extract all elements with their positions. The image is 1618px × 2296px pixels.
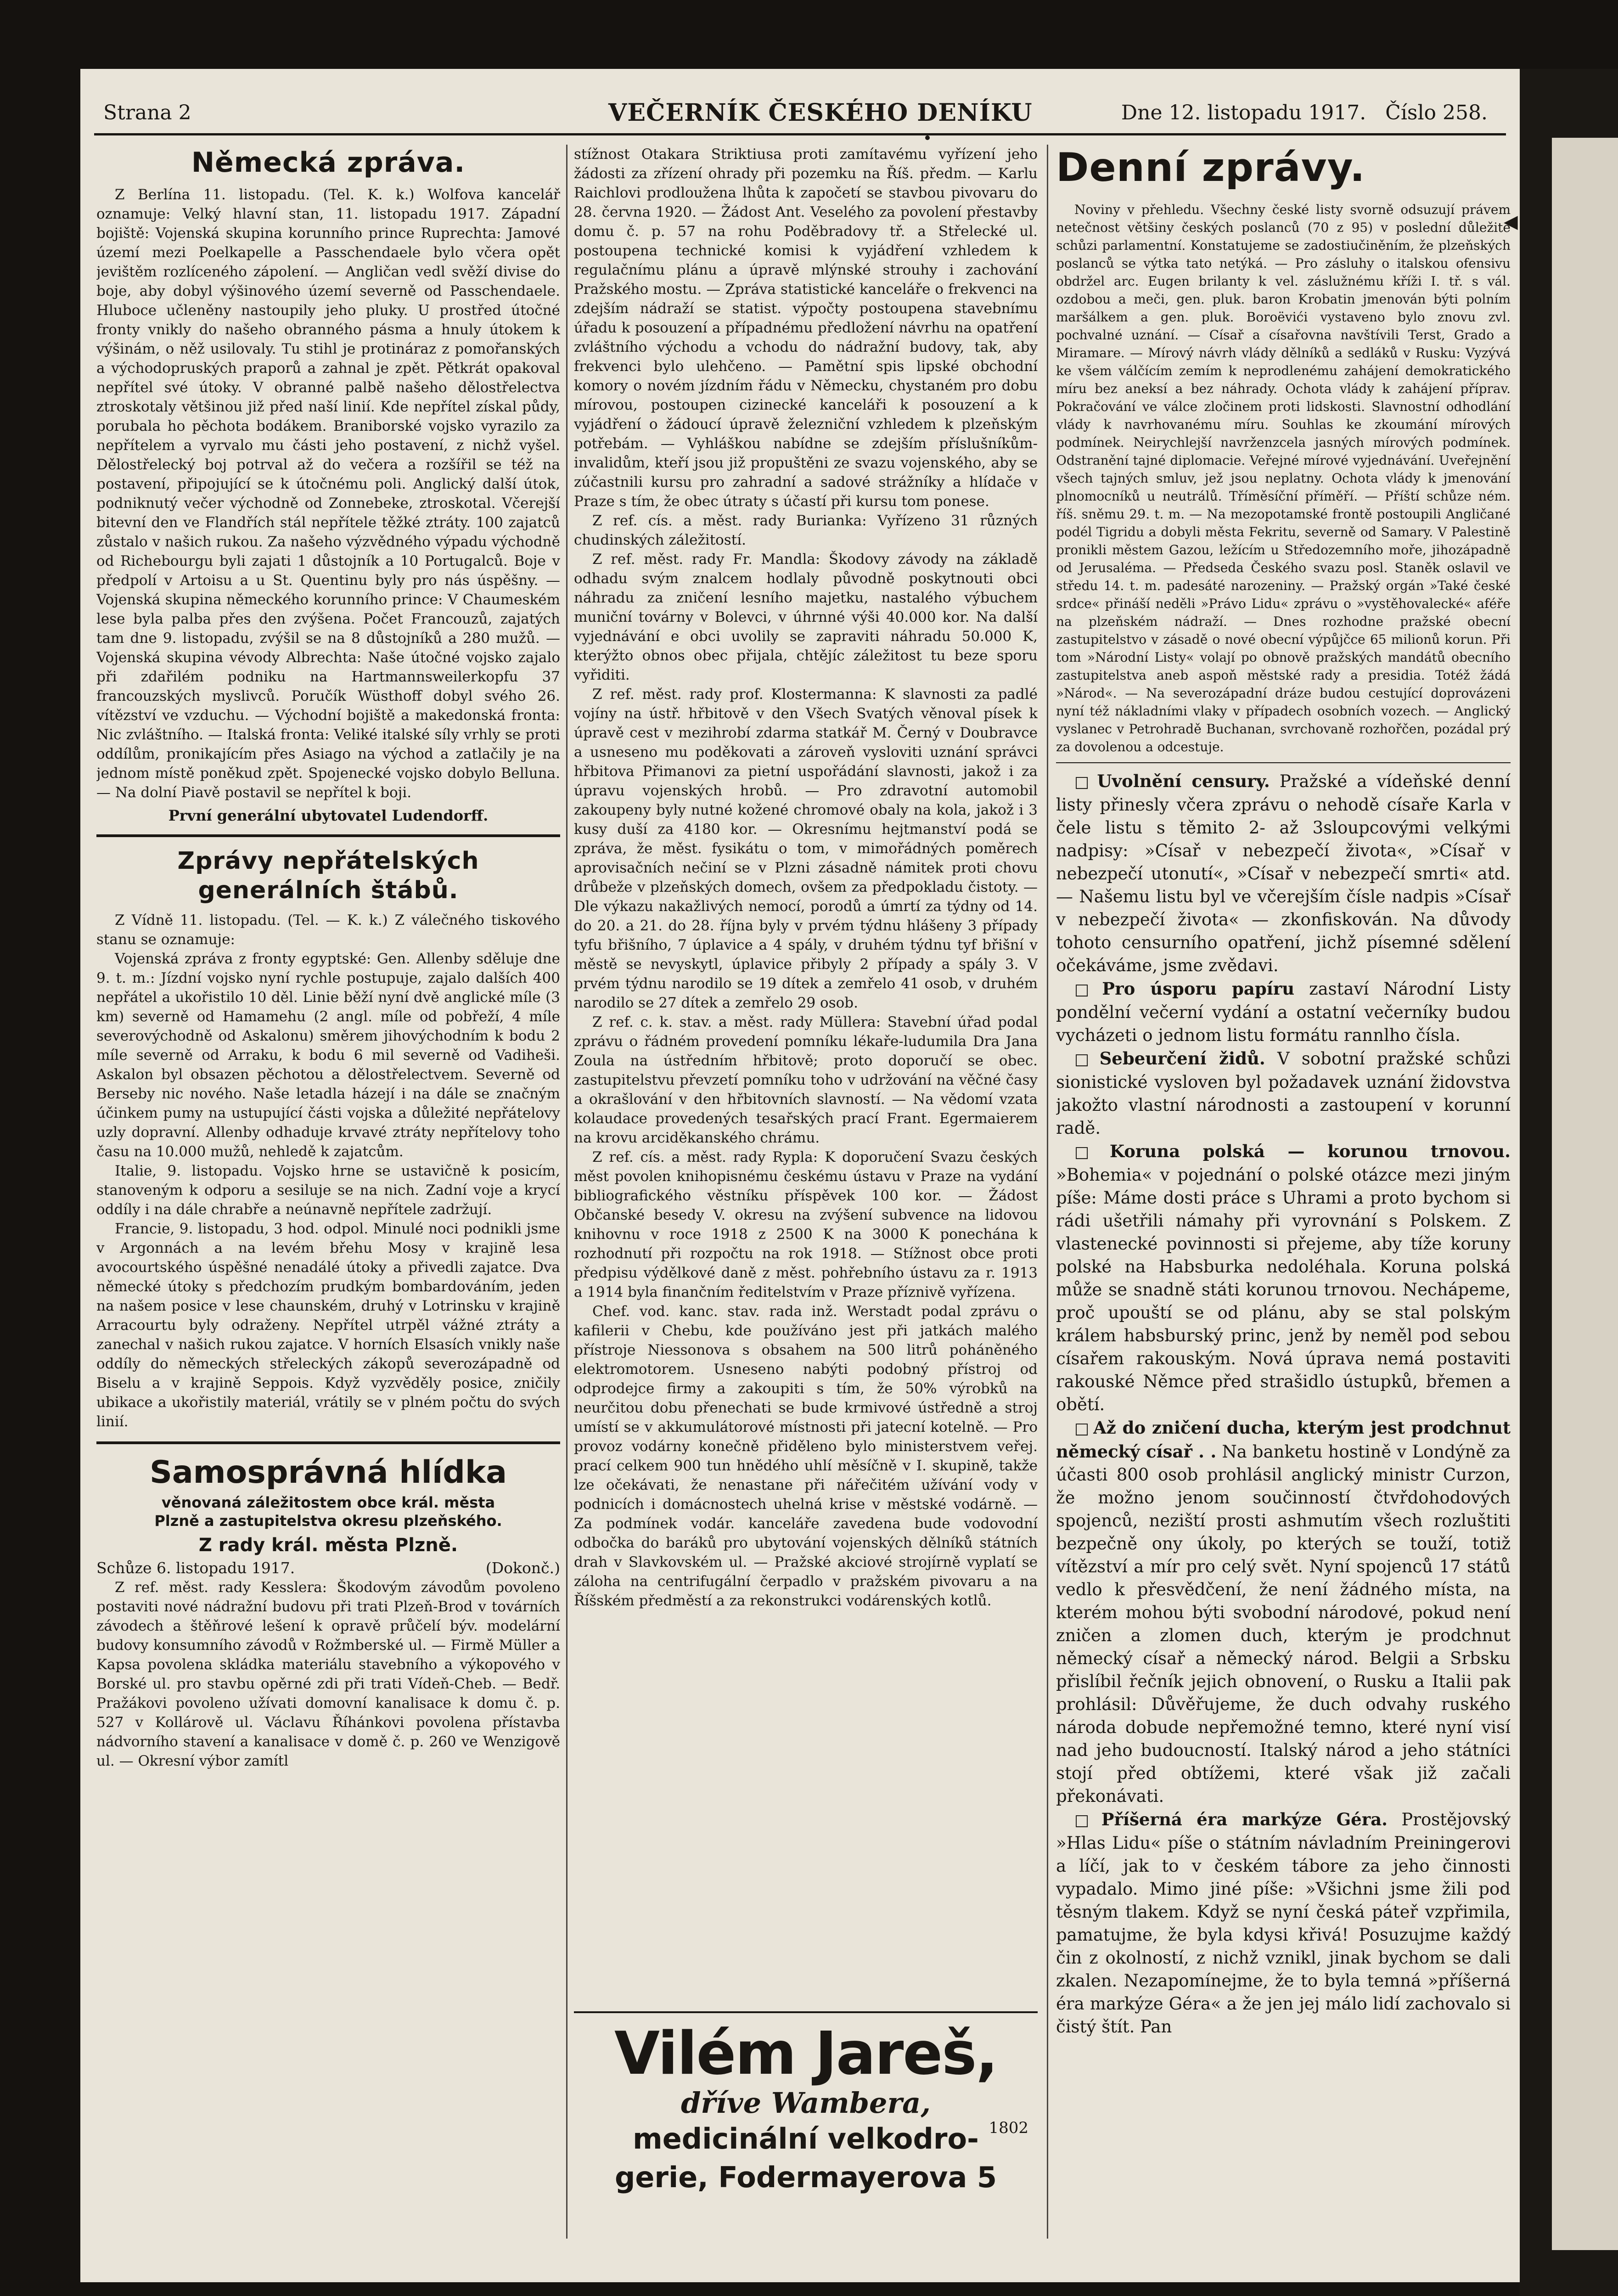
- article-paragraph: Z ref. měst. rady Fr. Mandla: Škodovy závody na základě odhadu svým znalcem hodlaly původně poskytnouti obci náhradu za zničení lesního majetku, nastalého výbuchem muniční továrny v Bolevci, v úhrnné výši 40.000 kor. Na další vyjednávání e obci uvolily se zapraviti náhradu 50.000 K, kterýžto obnos obec přijala, chtějíc záležitost tu beze sporu vyřiditi.: [574, 551, 1038, 683]
- ad-company-name: Vilém Jareš,: [614, 2020, 998, 2088]
- section-divider: [96, 1441, 560, 1444]
- square-bullet-icon: □: [1074, 773, 1094, 791]
- adjacent-page-paper: [1552, 138, 1618, 2250]
- square-bullet-icon: □: [1074, 1050, 1096, 1069]
- article-paragraph: Italie, 9. listopadu. Vojsko hrne se ustavičně k posicím, stanoveným k odporu a sesiluje se na nich. Zadní voje a krycí oddíly i na dále chrabře a neúnavně nepřítele zadržují.: [96, 1163, 560, 1218]
- article-paragraph: Z Vídně 11. listopadu. (Tel. — K. k.) Z válečného tiskového stanu se oznamuje:: [96, 912, 560, 948]
- section-divider: [1056, 762, 1511, 763]
- news-item-title: Uvolnění censury.: [1097, 771, 1270, 791]
- article-paragraph: Z ref. měst. rady Kesslera: Škodovým závodům povoleno postaviti nové nádražní budovu při trati Plzeň-Brod v továrních závodech a štěňrové lešení k opravě průčelí býv. modelární budovy konsumního závodů v Rožmberské ul. — Firmě Müller a Kapsa povolena skládka materiálu stavebního a výkopového v Borské ul. pro stavbu opěrné zdi při trati Vídeň-Cheb. — Bedř. Pražákovi povoleno užívati domovní kanalisace k domu č. p. 527 v Kollárově ul. Václavu Říhánkovi povolena přístavba nádvorního stavení a kanalisace v domě č. p. 260 ve Wenzigově ul. — Okresní výbor zamítl: [96, 1579, 560, 1769]
- square-bullet-icon: □: [1074, 1143, 1106, 1161]
- issue-number: Číslo 258.: [1385, 101, 1488, 124]
- news-item: [1056, 770, 1511, 977]
- article-heading: Zprávy nepřátelských: [177, 847, 479, 875]
- meeting-date: Schůze 6. listopadu 1917.: [96, 1559, 295, 1577]
- section-heading: Denní zprávy.: [1056, 145, 1365, 191]
- article-paragraph: Z ref. cís. a měst. rady Burianka: Vyřízeno 31 různých chudinských záležitostí.: [574, 512, 1038, 548]
- section-heading: Samosprávná hlídka: [149, 1454, 507, 1491]
- news-item-text: Na banketu hostině v Londýně za účasti 800 osob prohlásil anglický ministr Curzon, že možno jenom součinností čtvřdohodových spojenců, neziští prosti ashmutím všech rozluštiti bezpečně ony úkoly, po kterých se touží, totiž vítězství a mír pro celý svět. Nyní spojenců 17 států vedlo k přesvědčení, že není žádného místa, na kterém mohou býti svobodní národové, pokud není zničen a zlomen duch, kterým je prodchnut německý císař a německý národ. Belgii a Srbsku přislíbil řečník jejich obnovení, o Rusku a Italii pak prohlásil: Důvěřujeme, že duch odvahy ruského národa dobude nepřemožné temno, které nyní visí nad jeho budoucností. Italský národ a jeho státníci stojí před obtížemi, které však již začali překonávati.: [1056, 1442, 1511, 1806]
- news-item-text: V sobotní pražské schůzi sionistické vysloven byl požadavek uznání židovstva jakožto vlastní národnosti a zastoupení v korunní radě.: [1056, 1049, 1511, 1138]
- column-rule: [566, 145, 567, 2239]
- page-number: Strana 2: [103, 101, 191, 124]
- article-paragraph: Z ref. měst. rady prof. Klostermanna: K slavnosti za padlé vojíny na ústř. hřbitově v den Všech Svatých věnoval písek k úpravě cest v mezihrobí zdarma statkář M. Černý v Doubravce a usneseno mu poděkovati a zároveň vysloviti uznání správci hřbitova Přimanovi za pietní uspořádání slavnosti, jakož i za úpravu vojenských hrobů. — Pro zdravotní automobil zakoupeny byly nutné kožené chromové obaly na kola, jakož i 3 kusy duší za 4180 kor. — Okresnímu hejtmanství podá se zpráva, že měst. fysikátu o tom, v mimořádných poměrech aprovisačních nečiní se v Plzni zásadně námitek proti chovu drůbeže v plzeňských domech, ovšem za předpokladu čistoty. — Dle výkazu nakažlivých nemocí, porodů a úmrtí za týdny od 14. do 20. a 21. do 28. října byly v prvém týdnu hlášeny 3 případy tyfu břišního, 7 úplavice a 4 spály, v druhém týdnu tyf břišní v městě se nevyskytl, úplavice přibyly 2 případy a spály 3. V prvém týdnu narodilo se 19 dítek a zemřelo 41 osob, v druhém narodilo se 27 dítek a zemřelo 29 osob.: [574, 686, 1038, 1011]
- article-paragraph: stížnost Otakara Striktiusa proti zamítavému vyřízení jeho žádosti za zřízení ohrady při pozemku na Říš. předm. — Karlu Raichlovi prodloužena lhůta k započetí se stavbou pivovaru do 28. června 1920. — Žádost Ant. Veselého za povolení přestavby domu č. p. 57 na rohu Poděbradovy tř. a Střelecké ul. postoupena technické komisi k vyjádření vzhledem k regulačnímu plánu a úpravě mlýnské strouhy i zachování Pražského mostu. — Zpráva statistické kanceláře o frekvenci na zdejším nádraží se statist. výpočty postoupena stavebnímu úřadu k posouzení a případnému předložení návrhu na opatření zvláštního východu a vchodu do nádražní budovy, tak, aby frekvenci bylo ulehčeno. — Pamětní spis lipské obchodní komory o novém jízdním řádu v Německu, chystaném pro dobu mírovou, postoupen cizinecké kanceláři k posouzení a k vyjádření o žádoucí úpravě železniční vzhledem k plzeňským potřebám. — Vyhláškou nabídne se zdejším příslušníkům-invalidům, kteří jsou již propuštěni ze svazu vojenského, aby se zúčastnili kursu pro zahradní a sadové strážníky a hlídače v Praze s tím, že obec útraty s účastí při kursu tom ponese.: [574, 146, 1038, 510]
- article-paragraph: Chef. vod. kanc. stav. rada inž. Werstadt podal zprávu o kafilerii v Chebu, kde používáno jest při jatkách malého přístroje Niessonova s obsahem na 500 litrů poháněného elektromotorem. Usneseno nabýti podobný přístroj od odprodejce firmy a zakoupiti s tím, že 50% výrobků na neurčitou dobu přenechati se bude krmivové ústředně a stroj umístí se v akkumulátorové místnosti při jatecní kotelně. — Pro provoz vodárny konečně přiděleno bylo ministerstvem veřej. prací celkem 900 tun hnědého uhlí měsíčně v I. skupině, takže lze očekávati, že nenastane při nářečitém užívání vody v podnicích i domácnostech uhelná krise v městské vodárně. — Za podmínek vodár. kanceláře zavedena bude vodovodní odbočka do baráků pro ubytování vojenských dělníků státních drah v Slavkovském ul. — Pražské akciové strojírně vyplatí se záloha na centrifugální čerpadlo v pražském pivovaru a na Říšském předměstí a za rekonstrukci vodárenských kotlů.: [574, 1303, 1038, 1609]
- news-item-title: Pro úsporu papíru: [1102, 979, 1295, 999]
- meeting-continuation: (Dokonč.): [485, 1559, 560, 1577]
- news-item-text: »Bohemia« v pojednání o polské otázce mezi jiným píše: Máme dosti práce s Uhrami a proto bychom si rádi ušetřili námahy při vyrovnání s Polskem. Z vlastenecké povinnosti si přejeme, aby tíže koruny polské na Habsburka nedoléhala. Koruna polská může se snadně státi korunou trnovou. Nechápeme, proč upouští se od plánu, aby se stal polským králem habsburský princ, jenž by neměl pod sebou císařem rakouským. Nová úprava nemá postaviti rakouské Němce před strašidlo ústupků, břemen a obětí.: [1056, 1165, 1511, 1414]
- issue-date: Dne 12. listopadu 1917.: [1121, 101, 1366, 124]
- article-heading: generálních štábů.: [198, 877, 459, 904]
- masthead: [94, 83, 1506, 135]
- column-3: [1056, 145, 1511, 2248]
- news-item: [1056, 1140, 1511, 1416]
- column-1: [96, 145, 560, 2248]
- ad-text-line: gerie, Fodermayerova 5: [614, 2161, 997, 2194]
- news-item-title: Sebeurčení židů.: [1099, 1048, 1265, 1069]
- article-paragraph: Vojenská zpráva z fronty egyptské: Gen. Allenby sděluje dne 9. t. m.: Jízdní vojsko nyní rychle postupuje, zajalo dalších 400 nepřátel a ukořistilo 10 děl. Linie běží nyní dvě anglické míle (3 km) severně od Hamamehu (2 angl. míle od pobřeží, 4 míle severovýchodně od Askalonu) směrem jihovýchodním k bodu 2 míle severně od Arraku, k bodu 6 mil severně od Vadiheši. Askalon byl obsazen pěchotou a dělostřelectvem. Severně od Berseby nic nového. Naše letadla házejí i na dále se značným účinkem pumy na ustupující části vojska a důležité nepřátelovy uzly dopravní. Allenby odhaduje krvavé ztráty nepřítelovy toho času na 10.000 mužů, nehledě k zajatcům.: [96, 951, 560, 1160]
- article-paragraph: Z ref. cís. a měst. rady Rypla: K doporučení Svazu českých měst povolen knihopisnému českému ústavu v Praze na vydání bibliografického věstníku příspěvek 100 kor. — Žádost Občanské besedy V. okresu na zvýšení subvence na lidovou knihovnu v roce 1918 z 2500 K na 3000 K ponechána k rozhodnutí při rozpočtu na rok 1918. — Stížnost obce proti předpisu výdělkové daně z měst. pohřebního ústavu za r. 1913 a 1914 byla finančním ředitelstvím v Praze příznivě vyřízena.: [574, 1149, 1038, 1300]
- news-summary: Noviny v přehledu. Všechny české listy svorně odsuzují právem netečnost většiny českých poslanců (70 z 95) v poslední důležité schůzi parlamentní. Konstatujeme se zadostiučiněním, že plzeňských poslanců se výtka tato netýká. — Pro zásluhy o italskou ofensivu obdržel arc. Eugen brilanty k vel. záslužnému kříži I. tř. s vál. ozdobou a meči, gen. pluk. baron Krobatin jmenován býti polním maršálkem a gen. pluk. Boroëvići vystaveno bylo znovu zvl. pochvalné uznání. — Císař a císařovna navštívili Terst, Grado a Miramare. — Mírový návrh vlády dělníků a sedláků v Rusku: Vyzývá ke všem válčícím zemím k neprodlenému zahájení demokratického míru bez aneksí a bez náhrady. Ochota vlády k zahájení příprav. Pokračování ve válce zločinem proti lidskosti. Slavnostní odhodlání vlády k navrhovanému míru. Souhlas ke zkoumání mírových podmínek. Neirychlejší navrženzcela jasných mírových podmínek. Odstranění tajné diplomacie. Veřejné mírové vyjednávání. Uveřejnění všech tajných smluv, jež jsou neplatny. Ochota vlády k jmenování plnomocníků u neutrálů. Tříměsíční příměří. — Příští schůze ném. říš. sněmu 29. t. m. — Na mezopotamské frontě postoupili Angličané podél Tigridu a dobyli města Fekritu, severně od Samary. V Palestině pronikli městem Gazou, ležícím u Středozemního moře, jihozápadně od Jerusaléma. — Předseda Českého svazu posl. Staněk oslavil ve středu 14. t. m. padesáté narozeniny. — Pražský orgán »Také české srdce« přináší neděli »Právo Lidu« zprávu o »vystěhovalecké« aféře na plzeňském nádraží. — Dnes rozhodne pražské obecní zastupitelstvo v zásadě o nové obecní výpůjčce 65 milionů korun. Při tom »Národní Listy« volají po obnově pražských mandátů obecního zastupitelstva aneb aspoň městské rady a presidia. Totéž žádá »Národ«. — Na severozápadní dráze budou cestující doprovázeni nyní též nákladními vlaky v případech osobních vozech. — Anglický vyslanec v Petrohradě Buchanan, svrchovaně rozhořčen, pozádal prý za dovolenou a odcestuje.: [1056, 202, 1511, 754]
- ad-text-line: medicinální velkodro-: [633, 2122, 979, 2155]
- issue-info: [1121, 101, 1488, 124]
- news-item-text: Pražské a vídeňské denní listy přinesly včera zprávu o nehodě císaře Karla v čele listu s těmito 2- až 3sloupcovými velkými nadpisy: »Císař v nebezpečí života«, »Císař v nebezpečí utonutí«, »Císař v nebezpečí smrti« atd. — Našemu listu byl ve včerejším čísle nadpis »Císař v nebezpečí života« — zkonfiskován. Na důvody tohoto censurního opatření, jichž písemné sdělení očekáváme, jsme zvědavi.: [1056, 771, 1511, 975]
- square-bullet-icon: □: [1074, 1811, 1098, 1829]
- advertisement: [574, 2011, 1038, 2252]
- article-heading: Z rady král. města Plzně.: [198, 1535, 458, 1556]
- ad-former-name: dříve Wambera,: [681, 2086, 931, 2120]
- square-bullet-icon: □: [1074, 980, 1099, 999]
- section-subheading: věnovaná záležitostem obce král. města: [161, 1494, 495, 1511]
- article-paragraph: Francie, 9. listopadu, 3 hod. odpol. Minulé noci podnikli jsme v Argonnách a na levém břehu Mosy v krajině lesa avocourtského úspěšné nenadálé útoky a přivedli zajatce. Dva německé útoky s předchozím prudkým bombardováním, jeden na našem posice v lese chaunském, druhý v Lotrinsku v krajině Arracourtu byly odraženy. Nepřítel utrpěl vážné ztráty a zanechal v našich rukou zajatce. V horních Elsasích vnikly naše oddíly do německých střeleckých zákopů severozápadně od Biselu a v krajině Seppois. Když vyzvěděly posice, zničily ubikace a ukořistily materiál, vrátily se v plném počtu do svých linií.: [96, 1221, 560, 1430]
- news-item-title: Koruna polská — korunou trnovou.: [1109, 1141, 1511, 1161]
- adjacent-page-edge: [1520, 69, 1618, 2296]
- news-item-title: Příšerná éra markýze Géra.: [1101, 1809, 1388, 1829]
- article-paragraph: Z Berlína 11. listopadu. (Tel. K. k.) Wolfova kancelář oznamuje: Velký hlavní stan, 11. listopadu 1917. Západní bojiště: Vojenská skupina korunního prince Ruprechta: Jamové území mezi Poelkapelle a Passchendaele bylo včera opět jevištěm rozlíceného zápolení. — Angličan vedl svěží divise do boje, aby dobyl výšinového území severně od Passchendaele. Hluboce učleněny nastoupily jeho pluky. U prostřed útočné fronty vnikly do našeho obranného pásma a hnuly útokem k výšinám, o něž usilovaly. Tu stihl je protináraz z pomořanských a východopruských praporů a zahnal je zpět. Pětkrát opakoval nepřítel své útoky. V obranné palbě našeho dělostřelectva ztroskotaly většinou již před naší linií. Kde nepřítel získal půdy, porubala ho pěchota bodákem. Braniborské vojsko vyrazilo za nepřítelem a vyrvalo mu části jeho postavení, z nichž vyšel. Dělostřelecký boj potrval až do večera a rozšířil se též na postavení, připojující se k útočnému poli. Anglický další útok, podniknutý večer východně od Zonnebeke, ztroskotal. Včerejší bitevní den ve Flandřích stál nepřítele těžké ztráty. 100 zajatců zůstalo v našich rukou. Za našeho výzvědného výpadu východně od Richebourgu byli zajati 1 důstojník a 10 Portugalců. Boje v předpolí v Artoisu a u St. Quentinu byly pro nás úspěšny. — Vojenská skupina německého korunního prince: V Chaumeském lese byla palba přes den zvýšena. Počet Francouzů, zajatých tam dne 9. listopadu, zvýšil se na 8 důstojníků a 280 mužů. — Vojenská skupina vévody Albrechta: Naše útočné vojsko zajalo při zdařilém podniku na Hartmannsweilerkopfu 37 francouzských myslivců. Poručík Wüsthoff dobyl svého 26. vítězství ve vzduchu. — Východní bojiště a makedonská fronta: Nic zvláštního. — Italská fronta: Veliké italské síly vrhly se proti oddílům, pronikajícím přes Asiago na východ a zatlačily je na jednom místě poněkud zpět. Spojenecké vojsko dobylo Belluna. — Na dolní Piavě postavil se nepřítel k boji.: [96, 186, 560, 801]
- meeting-line: [96, 1559, 560, 1578]
- news-item-text: Prostějovský »Hlas Lidu« píše o státním návladním Preiningerovi a líčí, jak to v českém tábore za jeho činnosti vypadalo. Mimo jiné píše: »Všichni jsme žili pod těsným tlakem. Když se nyní česká páteř vzpřimila, pamatujme, že byla kdysi křivá! Posuzujme každý čin z okolností, z nichž vznikl, jinak bychom se dali zkalen. Nezapomínejme, že to byla temná »příšerná éra markýze Géra« a že jen jej málo lidí zachovalo si čistý štít. Pan: [1056, 1810, 1511, 2037]
- news-item-title: Až do zničení ducha, kterým jest prodchnut německý císař . .: [1056, 1418, 1511, 1462]
- article-paragraph: Z ref. c. k. stav. a měst. rady Müllera: Stavební úřad podal zprávu o řádném provedení pomníku lékaře-ludumila Dra Jana Zoula na ústředním hřbitově; proto doporučí se obec. zastupitelstvu převzetí pomníku toho v udržování na věčné časy a okrašlování v den hřbitovních slavností. — Na vědomí vzata kolaudace provedených tesařských prací Frant. Egermaierem na krovu arciděkanského chrámu.: [574, 1014, 1038, 1146]
- news-item: [1056, 1047, 1511, 1140]
- news-item: [1056, 1808, 1511, 2038]
- newspaper-page: [80, 69, 1520, 2282]
- margin-arrow-icon: ◀: [1504, 211, 1518, 232]
- section-subheading: Plzně a zastupitelstva okresu plzeňského.: [154, 1512, 502, 1530]
- news-item: [1056, 977, 1511, 1047]
- print-dot: [925, 135, 930, 140]
- news-item-text: zastaví Národní Listy pondělní večerní vydání a ostatní večerníky budou vycházeti o jednom listu formátu rannlho čísla.: [1056, 979, 1511, 1045]
- section-divider: [96, 834, 560, 837]
- article-heading: Německá zpráva.: [191, 146, 466, 179]
- article-signature: První generální ubytovatel Ludendorff.: [168, 807, 489, 824]
- ad-number: 1802: [989, 2119, 1028, 2137]
- square-bullet-icon: □: [1074, 1419, 1090, 1438]
- news-item: [1056, 1416, 1511, 1808]
- newspaper-title: VEČERNÍK ČESKÉHO DENÍKU: [608, 99, 1033, 127]
- column-rule: [1047, 145, 1048, 2239]
- column-2: [574, 145, 1038, 2004]
